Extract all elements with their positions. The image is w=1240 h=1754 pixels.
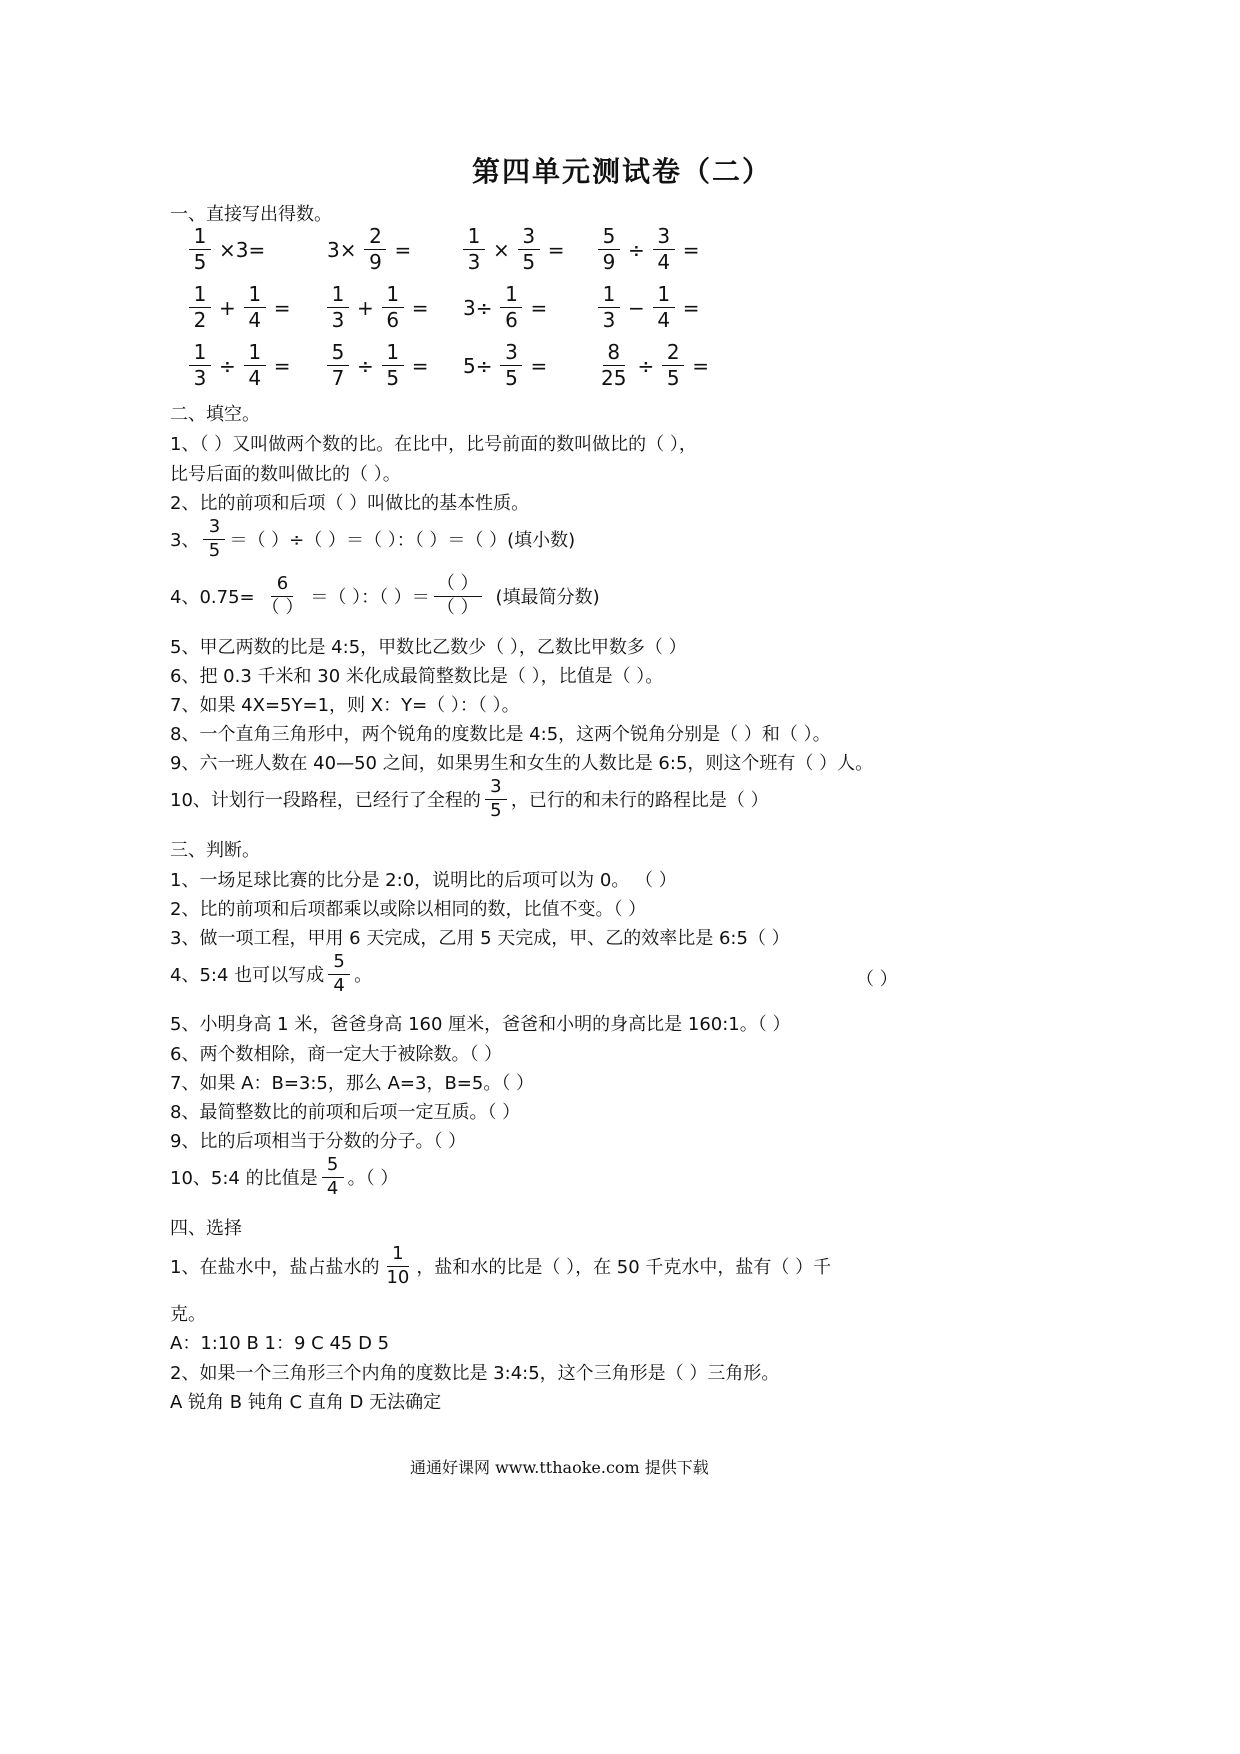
fraction-numerator: 1 — [189, 342, 211, 366]
calc-prefix: 3÷ — [463, 295, 493, 320]
calc-item — [594, 342, 713, 389]
calc-item — [323, 342, 433, 389]
fraction-numerator: 1 — [463, 226, 485, 250]
calc-prefix: 3× — [327, 237, 357, 262]
choice-q1-fraction — [383, 1245, 412, 1288]
fraction — [244, 342, 266, 389]
judge-q4-blank: （ ） — [856, 969, 898, 990]
fill-q10-fraction — [485, 778, 507, 821]
calc-suffix: = — [273, 353, 291, 378]
judge-q10-text: 。（ ） — [347, 1168, 399, 1190]
fill-q4-middle: ＝（ ）：（ ）＝ — [310, 587, 430, 609]
fill-q9: 9、六一班人数在 40—50 之间，如果男生和女生的人数比是 6:5，则这个班有（ ）人。 — [170, 753, 874, 774]
calc-item — [323, 226, 415, 273]
choice-q1-text: ，盐和水的比是（ ），在 50 千克水中，盐有（ ）千 — [416, 1257, 832, 1279]
calc-suffix: = — [692, 353, 709, 378]
fraction-denominator: 25 — [601, 366, 627, 390]
judge-q4-fraction — [328, 953, 350, 996]
calc-operator: + — [219, 295, 236, 320]
calc-suffix: = — [682, 237, 700, 262]
fraction-numerator: 1 — [327, 284, 349, 308]
fraction — [653, 226, 675, 273]
judge-q8: 8、最简整数比的前项和后项一定互质。（ ） — [170, 1102, 521, 1123]
calc-item — [185, 226, 269, 273]
fraction-numerator: 1 — [244, 342, 266, 366]
fill-q3-prefix: 3、 — [170, 530, 200, 552]
fraction-denominator: （ ） — [261, 596, 304, 618]
fraction-numerator: 1 — [189, 226, 211, 250]
fraction — [662, 342, 684, 389]
fill-q2: 2、比的前项和后项（ ）叫做比的基本性质。 — [170, 493, 530, 514]
fraction-denominator: 5 — [522, 250, 536, 274]
fraction-numerator: 1 — [653, 284, 675, 308]
fill-q8: 8、一个直角三角形中，两个锐角的度数比是 4:5，这两个锐角分别是（ ）和（ ）。 — [170, 724, 831, 745]
fraction-numerator: 3 — [518, 226, 540, 250]
section2-heading: 二、填空。 — [170, 404, 260, 425]
fraction — [598, 342, 629, 389]
judge-q2: 2、比的前项和后项都乘以或除以相同的数，比值不变。（ ） — [170, 899, 647, 920]
fraction — [244, 284, 266, 331]
fill-q10-text: ，已行的和未行的路程比是（ ） — [510, 790, 769, 812]
calc-item — [459, 226, 569, 273]
calc-operator: ÷ — [357, 353, 374, 378]
fraction-denominator: 3 — [467, 250, 481, 274]
page-title: 第四单元测试卷（二） — [472, 155, 773, 188]
judge-q4-prefix: 4、5:4 也可以写成 — [170, 965, 325, 987]
fill-q6: 6、把 0.3 千米和 30 米化成最简整数比是（ ），比值是（ ）。 — [170, 666, 664, 687]
section4-heading: 四、选择 — [170, 1218, 242, 1239]
calc-item — [185, 284, 295, 331]
fraction-numerator: 1 — [598, 284, 620, 308]
fraction — [189, 284, 211, 331]
judge-q6: 6、两个数相除，商一定大于被除数。（ ） — [170, 1044, 503, 1065]
judge-q9: 9、比的后项相当于分数的分子。（ ） — [170, 1131, 467, 1152]
fraction — [327, 342, 349, 389]
fraction-denominator: 10 — [386, 1266, 410, 1288]
fraction-numerator: 2 — [662, 342, 684, 366]
fraction-denominator: 4 — [248, 308, 262, 332]
fill-q3 — [170, 518, 575, 561]
judge-q4 — [170, 953, 372, 996]
fraction-numerator: 1 — [387, 1245, 409, 1267]
calc-item — [594, 284, 704, 331]
fraction-denominator: 5 — [505, 366, 518, 390]
fraction-numerator: （ ） — [434, 575, 482, 597]
calc-item — [459, 342, 551, 389]
fraction-denominator: 3 — [602, 308, 616, 332]
fill-q4-note: (填最简分数) — [495, 587, 600, 609]
fraction-numerator: 1 — [189, 284, 211, 308]
fraction — [500, 342, 522, 389]
fill-q1-line1: 1、（ ）又叫做两个数的比。在比中，比号前面的数叫做比的（ ）， — [170, 434, 697, 455]
judge-q10-prefix: 10、5:4 的比值是 — [170, 1168, 318, 1190]
calc-item — [459, 284, 551, 331]
fraction — [382, 284, 404, 331]
fraction-numerator: 3 — [653, 226, 675, 250]
fraction-denominator: 6 — [505, 308, 518, 332]
choice-q1-prefix: 1、在盐水中，盐占盐水的 — [170, 1257, 380, 1279]
fraction-denominator: 3 — [193, 366, 207, 390]
fraction — [327, 284, 349, 331]
judge-q1: 1、一场足球比赛的比分是 2:0，说明比的后项可以为 0。 （ ） — [170, 870, 677, 891]
calc-operator: ÷ — [628, 237, 645, 262]
fill-q10 — [170, 778, 769, 821]
calc-suffix: = — [411, 353, 429, 378]
calc-suffix: = — [273, 295, 291, 320]
calc-suffix: = — [682, 295, 700, 320]
calc-suffix: = — [411, 295, 429, 320]
fraction-denominator: 7 — [331, 366, 345, 390]
fraction — [463, 226, 485, 273]
fraction-numerator: 3 — [203, 518, 225, 540]
fill-q4-prefix: 4、0.75= — [170, 587, 255, 609]
fraction — [598, 226, 620, 273]
fraction-denominator: 4 — [333, 974, 345, 996]
fill-q10-prefix: 10、计划行一段路程，已经行了全程的 — [170, 790, 481, 812]
fraction — [518, 226, 540, 273]
fill-q4-fraction-answer — [434, 575, 482, 618]
fraction-denominator: 5 — [666, 366, 680, 390]
fraction-numerator: 2 — [364, 226, 386, 250]
fraction-numerator: 1 — [382, 342, 404, 366]
fraction-denominator: 5 — [490, 799, 502, 821]
judge-q7: 7、如果 A：B=3:5，那么 A=3，B=5。（ ） — [170, 1073, 535, 1094]
judge-q10 — [170, 1156, 398, 1199]
fill-q4-fraction — [259, 575, 307, 618]
calc-operator: − — [628, 295, 645, 320]
fraction-numerator: 3 — [500, 342, 522, 366]
fraction — [598, 284, 620, 331]
calc-operator: ÷ — [637, 353, 655, 378]
calc-suffix: = — [530, 295, 548, 320]
fraction — [189, 226, 211, 273]
fraction-denominator: 5 — [193, 250, 207, 274]
fraction — [364, 226, 386, 273]
fraction-numerator: 8 — [603, 342, 625, 366]
fraction-denominator: 9 — [602, 250, 616, 274]
footer: 通通好课网 www.tthaoke.com 提供下载 — [410, 1458, 709, 1477]
section1-heading: 一、直接写出得数。 — [170, 204, 332, 225]
judge-q3: 3、做一项工程，甲用 6 天完成，乙用 5 天完成，甲、乙的效率比是 6:5（ ） — [170, 928, 790, 949]
fraction-denominator: 9 — [369, 250, 382, 274]
fraction-denominator: 5 — [208, 539, 221, 561]
fraction-numerator: 5 — [598, 226, 620, 250]
fraction — [653, 284, 675, 331]
fill-q1-line2: 比号后面的数叫做比的（ ）。 — [170, 464, 401, 485]
fraction-numerator: 3 — [485, 778, 507, 800]
choice-q1-options: A：1:10 B 1：9 C 45 D 5 — [170, 1333, 390, 1354]
fill-q7: 7、如果 4X=5Y=1，则 X：Y=（ ）：（ ）。 — [170, 695, 520, 716]
calc-suffix: = — [394, 237, 412, 262]
judge-q4-text: 。 — [354, 965, 373, 987]
calc-operator: × — [493, 237, 510, 262]
choice-q1-continuation: 克。 — [170, 1304, 206, 1325]
fraction-denominator: 6 — [386, 308, 400, 332]
calc-item — [323, 284, 433, 331]
calc-prefix: 5÷ — [463, 353, 493, 378]
fraction-numerator: 6 — [271, 575, 293, 597]
calc-item — [594, 226, 704, 273]
fraction — [500, 284, 522, 331]
calc-suffix: = — [547, 237, 565, 262]
fraction-numerator: 5 — [328, 953, 350, 975]
judge-q5: 5、小明身高 1 米，爸爸身高 160 厘米，爸爸和小明的身高比是 160:1。（ ） — [170, 1014, 791, 1035]
choice-q2: 2、如果一个三角形三个内角的度数比是 3:4:5，这个三角形是（ ）三角形。 — [170, 1363, 780, 1384]
judge-q10-fraction — [322, 1156, 344, 1199]
fraction-denominator: 4 — [657, 250, 671, 274]
fraction-denominator: 2 — [193, 308, 207, 332]
fraction-numerator: 5 — [322, 1156, 344, 1178]
fraction — [382, 342, 404, 389]
fill-q3-text: ＝（ ）÷（ ）＝（ ）：（ ）＝（ ）(填小数) — [229, 530, 576, 552]
fraction-denominator: 4 — [248, 366, 262, 390]
fraction-denominator: 5 — [386, 366, 400, 390]
choice-q1 — [170, 1245, 831, 1288]
fraction-denominator: 4 — [326, 1177, 339, 1199]
fraction-denominator: （ ） — [436, 596, 479, 618]
fraction-denominator: 4 — [657, 308, 671, 332]
calc-suffix: = — [530, 353, 548, 378]
fraction — [189, 342, 211, 389]
fill-q4 — [170, 575, 600, 618]
fraction-numerator: 1 — [244, 284, 266, 308]
choice-q2-options: A 锐角 B 钝角 C 直角 D 无法确定 — [170, 1392, 442, 1413]
calc-operator: ÷ — [219, 353, 236, 378]
fraction-denominator: 3 — [331, 308, 345, 332]
fraction-numerator: 1 — [382, 284, 404, 308]
calc-item — [185, 342, 295, 389]
calc-operator: + — [357, 295, 374, 320]
fill-q3-fraction — [203, 518, 225, 561]
fraction-numerator: 5 — [327, 342, 349, 366]
calc-suffix: ×3= — [219, 237, 266, 262]
section3-heading: 三、判断。 — [170, 840, 260, 861]
fraction-numerator: 1 — [500, 284, 522, 308]
fill-q5: 5、甲乙两数的比是 4:5，甲数比乙数少（ ），乙数比甲数多（ ） — [170, 637, 687, 658]
